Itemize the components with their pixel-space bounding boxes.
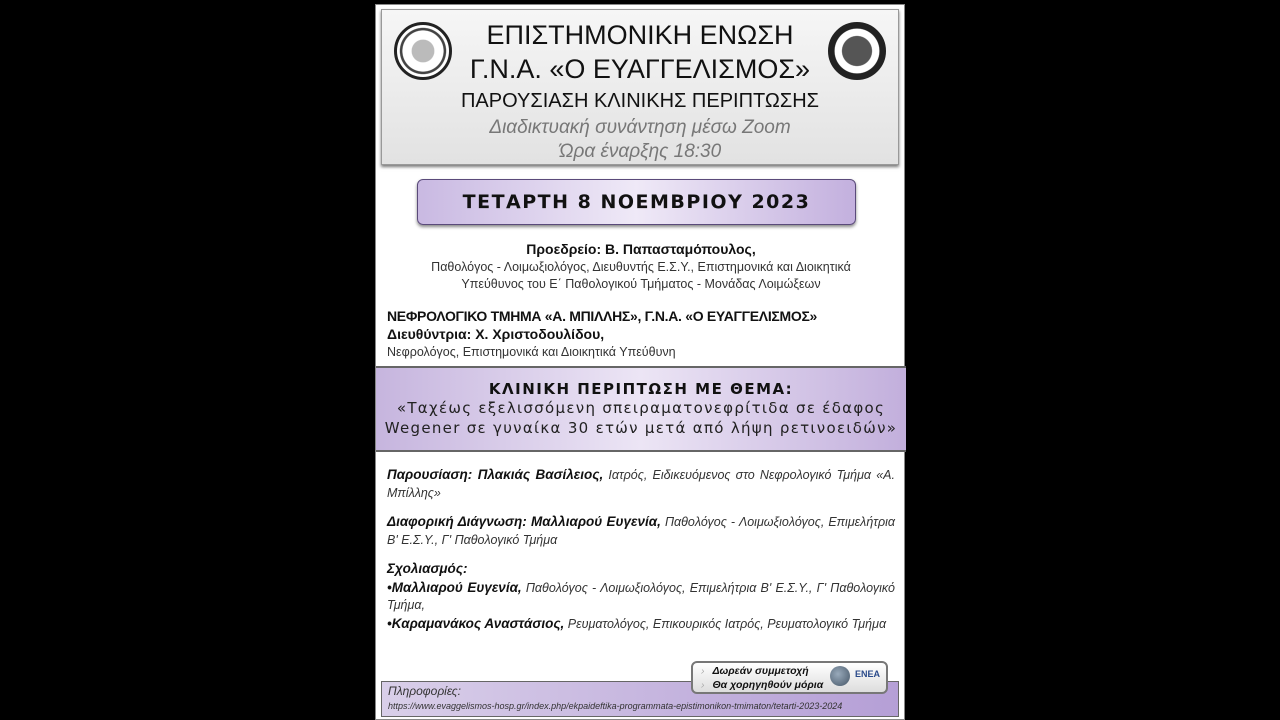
chair-role-1: Παθολόγος - Λοιμωξιολόγος, Διευθυντής Ε.Σ.Υ., Επιστημονικά και Διοικητικά xyxy=(431,260,851,274)
start-time: Ώρα έναρξης 18:30 xyxy=(558,141,722,162)
topic-title: ΚΛΙΝΙΚΗ ΠΕΡΙΠΤΩΣΗ ΜΕ ΘΕΜΑ: xyxy=(488,380,794,398)
presentation-section xyxy=(387,466,895,502)
topic-box xyxy=(376,366,906,452)
commenter-role: Παθολόγος - Λοιμωξιολόγος, Επιμελήτρια Β' Ε.Σ.Υ., Γ' Παθολογικό Τμήμα, xyxy=(387,580,895,612)
hospital-title: Γ.Ν.Α. «Ο ΕΥΑΓΓΕΛΙΣΜΟΣ» xyxy=(469,54,811,84)
scientific-union-logo xyxy=(394,22,452,80)
commenter-name: •Καραμανάκος Αναστάσιος, xyxy=(387,615,565,631)
info-label: Πληροφορίες: xyxy=(388,684,461,698)
chair-role-2: Υπεύθυνος του Ε΄ Παθολογικού Τμήματος - Μονάδας Λοιμώξεων xyxy=(461,277,821,291)
enea-logo: ΕΝΕΑ xyxy=(854,669,880,679)
event-date: ΤΕΤΑΡΤΗ 8 ΝΟΕΜΒΡΙΟΥ 2023 xyxy=(417,179,856,225)
chevron-right-icon: › xyxy=(701,679,705,691)
commenter-name: •Μαλλιαρού Ευγενία, xyxy=(387,579,522,595)
topic-line-2: Wegener σε γυναίκα 30 ετών μετά από λήψη ρετινοειδών» xyxy=(384,419,898,437)
diagnosis-section xyxy=(387,513,895,549)
comments-label: Σχολιασμός: xyxy=(387,561,468,576)
diagnosis-role: Παθολόγος - Λοιμωξιολόγος, Επιμελήτρια Β' Ε.Σ.Υ., Γ' Παθολογικό Τμήμα xyxy=(387,515,896,547)
participation-badge xyxy=(691,661,888,694)
poster-header xyxy=(381,9,899,165)
comments-section xyxy=(387,560,895,633)
hospital-seal-logo xyxy=(828,22,886,80)
zoom-note: Διαδικτυακή συνάντηση μέσω Zoom xyxy=(489,117,791,138)
credits-note: Θα χορηγηθούν μόρια xyxy=(712,679,824,691)
org-title: ΕΠΙΣΤΗΜΟΝΙΚΗ ΕΝΩΣΗ xyxy=(486,20,794,50)
diagnosis-label: Διαφορική Διάγνωση: Μαλλιαρού Ευγενία, xyxy=(387,514,661,529)
topic-line-1: «Ταχέως εξελισσόμενη σπειραματονεφρίτιδα σε έδαφος xyxy=(396,399,886,417)
event-poster xyxy=(375,4,905,720)
commenter-role: Ρευματολόγος, Επικουρικός Ιατρός, Ρευματολογικό Τμήμα xyxy=(564,616,887,631)
chevron-right-icon: › xyxy=(701,665,705,677)
free-participation: Δωρεάν συμμετοχή xyxy=(712,665,809,677)
department-director: Διευθύντρια: Χ. Χριστοδουλίδου, xyxy=(387,326,605,342)
department-title: ΝΕΦΡΟΛΟΓΙΚΟ ΤΜΗΜΑ «Α. ΜΠΙΛΛΗΣ», Γ.Ν.Α. «Ο ΕΥΑΓΓΕΛΙΣΜΟΣ» xyxy=(387,308,818,324)
director-role: Νεφρολόγος, Επιστημονικά και Διοικητικά Υπεύθυνη xyxy=(387,345,676,359)
chair-name: Προεδρείο: Β. Παπασταμόπουλος, xyxy=(526,241,756,257)
presenter-role: Ιατρός, Ειδικευόμενος στο Νεφρολογικό Τμήμα «Α. Μπίλλης» xyxy=(387,468,895,500)
event-type: ΠΑΡΟΥΣΙΑΣΗ ΚΛΙΝΙΚΗΣ ΠΕΡΙΠΤΩΣΗΣ xyxy=(460,90,820,112)
globe-icon xyxy=(830,666,850,686)
presenter-label: Παρουσίαση: Πλακιάς Βασίλειος, xyxy=(387,467,604,482)
info-url-link[interactable]: https://www.evaggelismos-hosp.gr/index.php/ekpaideftika-programmata-epistimonikon-tmimaton/tetarti-2023-2024 xyxy=(388,701,843,711)
